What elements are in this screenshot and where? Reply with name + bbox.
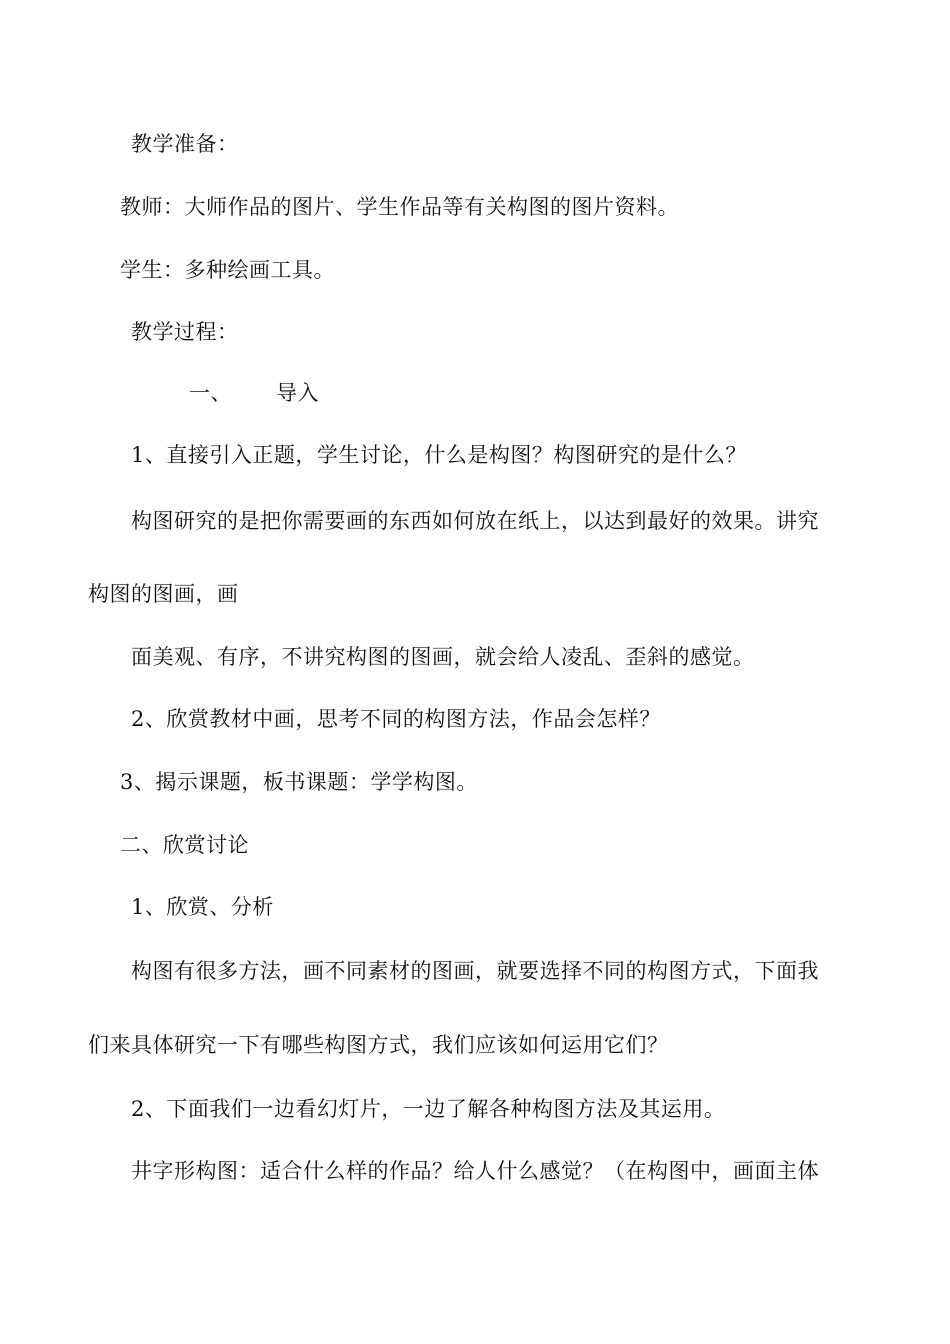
paragraph-line: 1、欣赏、分析 — [131, 895, 274, 919]
paragraph-line: 1、直接引入正题，学生讨论，什么是构图？构图研究的是什么？ — [131, 443, 747, 467]
teacher-materials: 教师：大师作品的图片、学生作品等有关构图的图片资料。 — [120, 195, 679, 219]
paragraph-line: 3、揭示课题，板书课题：学学构图。 — [120, 770, 478, 794]
paragraph-line: 2、下面我们一边看幻灯片，一边了解各种构图方法及其运用。 — [131, 1097, 726, 1121]
paragraph-line: 构图的图画，画 — [88, 582, 239, 606]
student-materials: 学生：多种绘画工具。 — [120, 258, 335, 282]
heading-teaching-process: 教学过程： — [131, 320, 239, 344]
section-one-title: 导入 — [276, 381, 319, 405]
section-one-number: 一、 — [189, 381, 232, 405]
paragraph-line: 构图有很多方法，画不同素材的图画，就要选择不同的构图方式，下面我 — [131, 959, 819, 983]
heading-teaching-preparation: 教学准备： — [131, 132, 239, 156]
section-one-heading — [189, 379, 319, 407]
section-two-heading: 二、欣赏讨论 — [120, 833, 249, 857]
paragraph-line: 面美观、有序，不讲究构图的图画，就会给人凌乱、歪斜的感觉。 — [131, 645, 755, 669]
paragraph-line: 井字形构图：适合什么样的作品？给人什么感觉？（在构图中，画面主体 — [131, 1159, 819, 1183]
paragraph-line: 构图研究的是把你需要画的东西如何放在纸上，以达到最好的效果。讲究 — [131, 509, 819, 533]
paragraph-line: 2、欣赏教材中画，思考不同的构图方法，作品会怎样？ — [131, 707, 661, 731]
paragraph-line: 们来具体研究一下有哪些构图方式，我们应该如何运用它们？ — [88, 1033, 669, 1057]
